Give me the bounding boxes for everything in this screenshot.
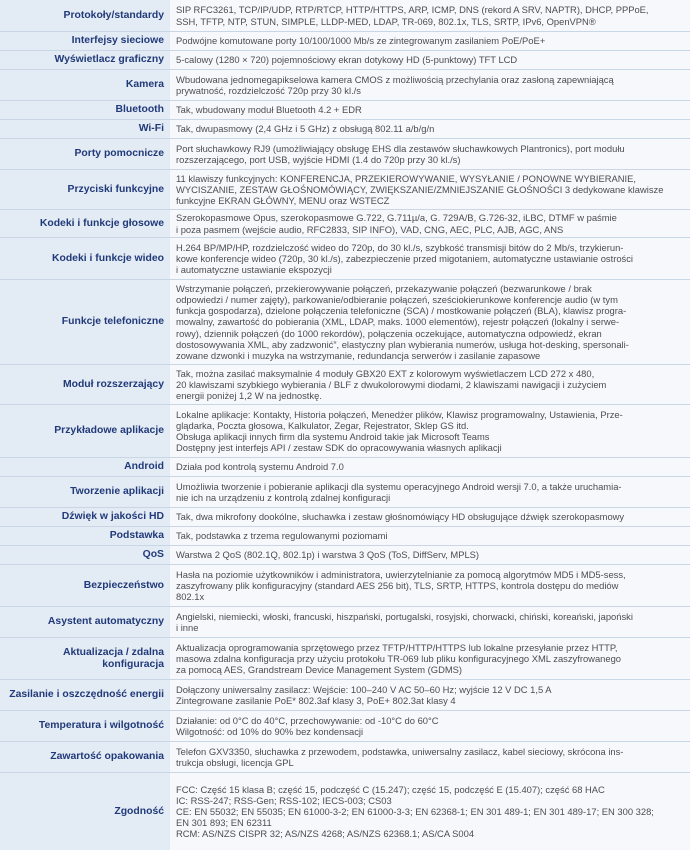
spec-label: Wi-Fi xyxy=(0,120,170,138)
spec-row-funkcje-tel xyxy=(0,280,690,365)
spec-row-przyciski xyxy=(0,170,690,210)
spec-value: Tak, dwa mikrofony dookólne, słuchawka i zestaw głośnomówiący HD obsługujące dźwięk szerokopasmowy xyxy=(176,511,625,523)
spec-row-aplikacje xyxy=(0,405,690,458)
spec-value: Działanie: od 0°C do 40°C, przechowywanie: od -10°C do 60°C Wilgotność: od 10% do 90% bez kondensacji xyxy=(176,714,439,737)
spec-label: Przyciski funkcyjne xyxy=(0,170,170,209)
spec-value: Aktualizacja oprogramowania sprzętowego przez TFTP/HTTP/HTTPS lub lokalne przesyłanie przez HTTP, masowa zdalna konfiguracja przy użyciu protokołu TR-069 lub pliku konfiguracyjnego XML zaszyfrowanego za pomocą AES, Grandstream Device Management System (GDMS) xyxy=(176,641,622,676)
spec-value: Angielski, niemiecki, włoski, francuski, hiszpański, portugalski, rosyjski, chorwacki, chiński, koreański, japoński i inne xyxy=(176,610,633,633)
spec-row-android xyxy=(0,458,690,477)
spec-row-podstawka xyxy=(0,527,690,546)
spec-label: Kamera xyxy=(0,70,170,100)
spec-row-tworzenie xyxy=(0,477,690,508)
spec-value: Tak, dwupasmowy (2,4 GHz i 5 GHz) z obsługą 802.11 a/b/g/n xyxy=(176,123,435,135)
spec-value: H.264 BP/MP/HP, rozdzielczość wideo do 720p, do 30 kl./s, szybkość transmisji bitów do 2 Mb/s, trzykierun- kowe konferencje wideo (720p, 30 kl./s), zabezpieczenie przed migotaniem, automatyczne ustawianie ostrości i automatyczne ustawianie ekspozycji xyxy=(176,241,634,276)
spec-value: Dołączony uniwersalny zasilacz: Wejście: 100–240 V AC 50–60 Hz; wyjście 12 V DC 1,5 A Zintegrowane zasilanie PoE* 802.3af klasy 3, PoE+ 802.3at klasy 4 xyxy=(176,683,552,706)
spec-value: Szerokopasmowe Opus, szerokopasmowe G.722, G.711µ/a, G. 729A/B, G.726-32, iLBC, DTMF w paśmie i poza pasmem (wejście audio, RFC2833, SIP INFO), VAD, CNG, AEC, PLC, AJB, AGC, ANS xyxy=(176,212,617,235)
spec-row-bluetooth xyxy=(0,101,690,120)
spec-value: FCC: Część 15 klasa B; część 15, podczęść C (15.247); część 15, podczęść E (15.407); część 68 HAC IC: RSS-247; RSS-Gen; RSS-102; IECS-003; CS03 CE: EN 55032; EN 55035; EN 61000-3-2; EN 61000-3-3; EN 62368-1; EN 301 489-1; EN 301 489-17; EN 300 328; EN 301 893; EN 62311 RCM: AS/NZS CISPR 32; AS/NZS 4268; AS/NZS 62368.1; AS/CA S004 xyxy=(176,783,654,840)
spec-row-interfejsy xyxy=(0,32,690,51)
spec-row-zgodnosc xyxy=(0,773,690,850)
spec-label: Bluetooth xyxy=(0,101,170,119)
spec-label: Protokoły/standardy xyxy=(0,0,170,31)
spec-value: 11 klawiszy funkcyjnych: KONFERENCJA, PRZEKIEROWYWANIE, WYSYŁANIE / PONOWNE WYBIERANIE, WYCISZANIE, ZESTAW GŁOŚNOMÓWIĄCY, ZWIĘKSZANIE/ZMNIEJSZANIE GŁOŚNOŚCI 3 dedykowane klawisze funkcyjne EKRAN GŁÓWNY, MENU oraz WSTECZ xyxy=(176,172,664,207)
spec-row-aktualizacja xyxy=(0,638,690,680)
spec-value: Wbudowana jednomegapikselowa kamera CMOS z możliwością przechylania oraz zasłoną zapewniającą prywatność, rozdzielczość 720p przy 30 kl./s xyxy=(176,73,614,96)
spec-label: Aktualizacja / zdalna konfiguracja xyxy=(0,638,170,679)
spec-row-wifi xyxy=(0,120,690,139)
spec-label: Android xyxy=(0,458,170,476)
spec-label: Interfejsy sieciowe xyxy=(0,32,170,50)
spec-label: Asystent automatyczny xyxy=(0,607,170,637)
spec-row-protokoly xyxy=(0,0,690,32)
spec-label: Kodeki i funkcje wideo xyxy=(0,238,170,279)
spec-row-zawartosc xyxy=(0,742,690,773)
spec-row-porty xyxy=(0,139,690,170)
spec-label: Zasilanie i oszczędność energii xyxy=(0,680,170,710)
spec-row-kodeki-wideo xyxy=(0,238,690,280)
spec-row-kodeki-glos xyxy=(0,210,690,238)
spec-value: Tak, wbudowany moduł Bluetooth 4.2 + EDR xyxy=(176,104,362,116)
spec-row-zasilanie xyxy=(0,680,690,711)
spec-value: Hasła na poziomie użytkowników i administratora, uwierzytelnianie za pomocą algorytmów MD5 i MD5-sess, zaszyfrowany plik konfiguracyjny (standard AES 256 bit), TLS, SRTP, HTTPS, kontrola dostępu do mediów 802.1x xyxy=(176,568,626,603)
spec-value: SIP RFC3261, TCP/IP/UDP, RTP/RTCP, HTTP/HTTPS, ARP, ICMP, DNS (rekord A SRV, NAPTR), DHCP, PPPoE, SSH, TFTP, NTP, STUN, SIMPLE, LLDP-MED, LDAP, TR-069, 802.1x, TLS, SRTP, IPv6, OpenVPN® xyxy=(176,4,649,27)
spec-row-kamera xyxy=(0,70,690,101)
spec-value: Wstrzymanie połączeń, przekierowywanie połączeń, przekazywanie połączeń (bezwarunkowe / brak odpowiedzi / numer zajęty), parkowanie/odbieranie połączeń, sześciokierunkowe konferencje audio (w tym funkcja gospodarza), dzielone połączenia telefoniczne (SCA) / mostkowanie połączeń (BLA), klawisz progra- mowalny, zawartość do pobierania (XML, LDAP, maks. 1000 elementów), rejestr połączeń (lokalny i serwe- rowy), dziennik połączeń (do 1000 rekordów), połączenia oczekujące, automatyczna odpowiedź, ekran dostosowywania XML, aby zadzwonić”, elastyczny plan wybierania numerów, usługa hot-desking, spersonali- zowane dzwonki i muzyka na wstrzymanie, redundancja serwerów i zasilanie zapasowe xyxy=(176,283,629,361)
spec-label: Wyświetlacz graficzny xyxy=(0,51,170,69)
spec-label: Zgodność xyxy=(0,773,170,850)
spec-label: Tworzenie aplikacji xyxy=(0,477,170,507)
spec-label: Przykładowe aplikacje xyxy=(0,405,170,457)
spec-row-qos xyxy=(0,546,690,565)
spec-row-asystent xyxy=(0,607,690,638)
spec-row-bezpieczenstwo xyxy=(0,565,690,607)
spec-value: Tak, można zasilać maksymalnie 4 moduły GBX20 EXT z kolorowym wyświetlaczem LCD 272 x 480, 20 klawiszami szybkiego wybierania / BLF z dwukolorowymi diodami, 2 klawiszami nawigacji i zużyciem energii poniżej 1,2 W na jednostkę. xyxy=(176,367,607,402)
spec-row-dzwiek xyxy=(0,508,690,527)
spec-value: Telefon GXV3350, słuchawka z przewodem, podstawka, uniwersalny zasilacz, kabel sieciowy, skrócona ins- trukcja obsługi, licencja GPL xyxy=(176,745,624,768)
spec-row-modul xyxy=(0,365,690,405)
spec-label: Kodeki i funkcje głosowe xyxy=(0,210,170,237)
spec-label: QoS xyxy=(0,546,170,564)
spec-label: Porty pomocnicze xyxy=(0,139,170,169)
spec-value: Podwójne komutowane porty 10/100/1000 Mb/s ze zintegrowanym zasilaniem PoE/PoE+ xyxy=(176,35,546,47)
spec-value: 5-calowy (1280 × 720) pojemnościowy ekran dotykowy HD (5-punktowy) TFT LCD xyxy=(176,54,518,66)
spec-label: Moduł rozszerzający xyxy=(0,365,170,404)
spec-label: Zawartość opakowania xyxy=(0,742,170,772)
spec-label: Bezpieczeństwo xyxy=(0,565,170,606)
spec-label: Dźwięk w jakości HD xyxy=(0,508,170,526)
spec-value: Umożliwia tworzenie i pobieranie aplikacji dla systemu operacyjnego Android wersji 7.0, a także uruchamia- nie ich na urządzeniu z kontrolą zdalnej konfiguracji xyxy=(176,480,622,503)
spec-value: Lokalne aplikacje: Kontakty, Historia połączeń, Menedżer plików, Klawisz programowalny, Ustawienia, Prze- glądarka, Poczta głosowa, Kalkulator, Zegar, Rejestrator, Sklep GS itd. Obsługa aplikacji innych firm dla systemu Android takie jak Microsoft Teams Dostępny jest interfejs API / zestaw SDK do opracowywania własnych aplikacji xyxy=(176,408,623,454)
spec-label: Temperatura i wilgotność xyxy=(0,711,170,741)
spec-label: Funkcje telefoniczne xyxy=(0,280,170,364)
spec-value: Port słuchawkowy RJ9 (umożliwiający obsługę EHS dla zestawów słuchawkowych Plantronics), port modułu rozszerzającego, port USB, wyjście HDMI (1.4 do 720p przy 30 kl./s) xyxy=(176,142,625,165)
spec-value: Tak, podstawka z trzema regulowanymi poziomami xyxy=(176,530,388,542)
spec-row-wyswietlacz xyxy=(0,51,690,70)
spec-row-temperatura xyxy=(0,711,690,742)
spec-value: Działa pod kontrolą systemu Android 7.0 xyxy=(176,461,344,473)
spec-label: Podstawka xyxy=(0,527,170,545)
spec-value: Warstwa 2 QoS (802.1Q, 802.1p) i warstwa 3 QoS (ToS, DiffServ, MPLS) xyxy=(176,549,480,561)
